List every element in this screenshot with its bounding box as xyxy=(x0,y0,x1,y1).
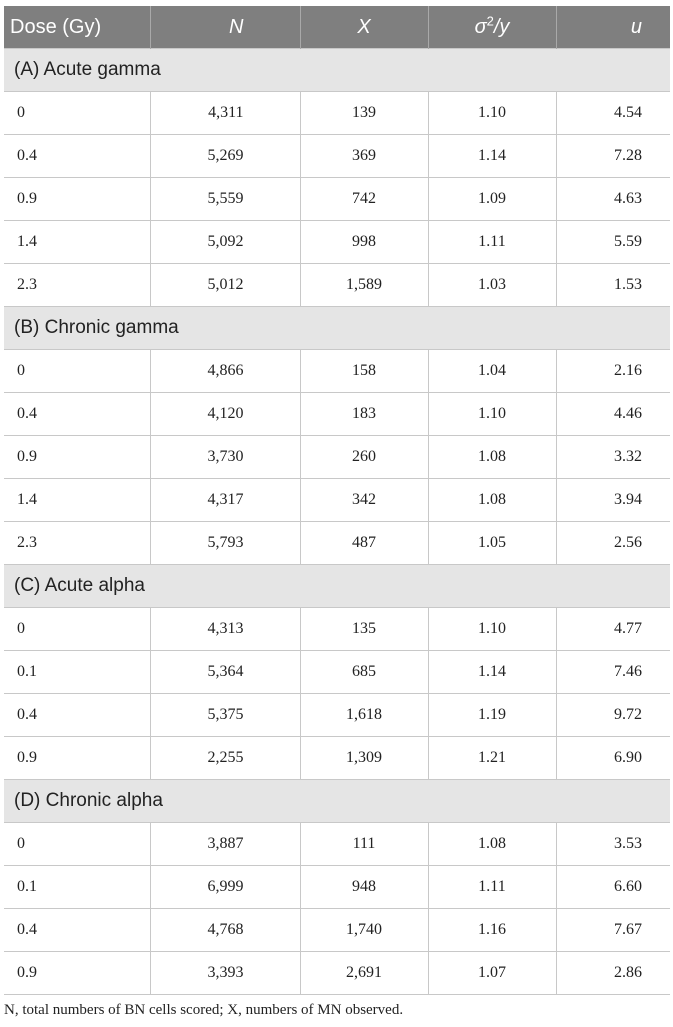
u-cell: 4.46 xyxy=(556,393,670,436)
x-cell: 139 xyxy=(300,92,428,135)
sigma-cell: 1.10 xyxy=(428,608,556,651)
sigma-cell: 1.08 xyxy=(428,823,556,866)
dose-cell: 2.3 xyxy=(4,522,150,565)
dose-cell: 0.9 xyxy=(4,737,150,780)
x-cell: 111 xyxy=(300,823,428,866)
sigma-cell: 1.10 xyxy=(428,393,556,436)
header-x: X xyxy=(300,6,428,49)
sigma-cell: 1.05 xyxy=(428,522,556,565)
u-cell: 9.72 xyxy=(556,694,670,737)
x-cell: 369 xyxy=(300,135,428,178)
u-cell: 3.32 xyxy=(556,436,670,479)
dose-cell: 0.4 xyxy=(4,135,150,178)
n-cell: 3,730 xyxy=(150,436,300,479)
u-cell: 6.60 xyxy=(556,866,670,909)
x-cell: 342 xyxy=(300,479,428,522)
dose-cell: 0 xyxy=(4,608,150,651)
u-cell: 4.54 xyxy=(556,92,670,135)
x-cell: 2,691 xyxy=(300,952,428,995)
x-cell: 1,589 xyxy=(300,264,428,307)
header-u: u xyxy=(556,6,670,49)
x-cell: 135 xyxy=(300,608,428,651)
u-cell: 6.90 xyxy=(556,737,670,780)
x-cell: 742 xyxy=(300,178,428,221)
table-row xyxy=(4,737,670,780)
x-cell: 487 xyxy=(300,522,428,565)
n-cell: 4,317 xyxy=(150,479,300,522)
x-cell: 183 xyxy=(300,393,428,436)
dose-cell: 0.1 xyxy=(4,866,150,909)
dose-cell: 0 xyxy=(4,823,150,866)
table-row xyxy=(4,651,670,694)
header-dose: Dose (Gy) xyxy=(4,6,150,49)
dose-cell: 0.4 xyxy=(4,393,150,436)
sigma-cell: 1.07 xyxy=(428,952,556,995)
u-cell: 3.53 xyxy=(556,823,670,866)
dose-cell: 1.4 xyxy=(4,479,150,522)
u-cell: 4.63 xyxy=(556,178,670,221)
n-cell: 5,559 xyxy=(150,178,300,221)
n-cell: 4,768 xyxy=(150,909,300,952)
data-table xyxy=(4,6,670,995)
x-cell: 1,740 xyxy=(300,909,428,952)
sigma-cell: 1.10 xyxy=(428,92,556,135)
section-row xyxy=(4,49,670,92)
u-cell: 5.59 xyxy=(556,221,670,264)
dose-cell: 2.3 xyxy=(4,264,150,307)
header-sigma xyxy=(428,6,556,49)
dose-cell: 0.9 xyxy=(4,178,150,221)
section-label: (B) Chronic gamma xyxy=(4,307,670,350)
sigma-cell: 1.11 xyxy=(428,866,556,909)
table-row xyxy=(4,479,670,522)
n-cell: 5,364 xyxy=(150,651,300,694)
table-row xyxy=(4,135,670,178)
sigma-cell: 1.03 xyxy=(428,264,556,307)
header-n: N xyxy=(150,6,300,49)
sigma-cell: 1.16 xyxy=(428,909,556,952)
header-sigma-rest: /y xyxy=(493,15,510,38)
table-row xyxy=(4,909,670,952)
x-cell: 158 xyxy=(300,350,428,393)
dose-cell: 0.4 xyxy=(4,694,150,737)
section-label: (A) Acute gamma xyxy=(4,49,670,92)
sigma-cell: 1.19 xyxy=(428,694,556,737)
n-cell: 5,375 xyxy=(150,694,300,737)
n-cell: 4,866 xyxy=(150,350,300,393)
table-row xyxy=(4,264,670,307)
x-cell: 260 xyxy=(300,436,428,479)
x-cell: 685 xyxy=(300,651,428,694)
table-row xyxy=(4,952,670,995)
u-cell: 3.94 xyxy=(556,479,670,522)
n-cell: 6,999 xyxy=(150,866,300,909)
section-row xyxy=(4,780,670,823)
x-cell: 1,618 xyxy=(300,694,428,737)
table-row xyxy=(4,522,670,565)
n-cell: 2,255 xyxy=(150,737,300,780)
n-cell: 4,120 xyxy=(150,393,300,436)
u-cell: 2.86 xyxy=(556,952,670,995)
table-row xyxy=(4,221,670,264)
table-row xyxy=(4,436,670,479)
n-cell: 3,393 xyxy=(150,952,300,995)
sigma-cell: 1.11 xyxy=(428,221,556,264)
section-label: (C) Acute alpha xyxy=(4,565,670,608)
sigma-cell: 1.08 xyxy=(428,436,556,479)
u-cell: 2.16 xyxy=(556,350,670,393)
dose-cell: 0.1 xyxy=(4,651,150,694)
x-cell: 998 xyxy=(300,221,428,264)
header-sigma-base: σ xyxy=(474,15,487,38)
table-row xyxy=(4,92,670,135)
dose-cell: 0 xyxy=(4,92,150,135)
sigma-cell: 1.08 xyxy=(428,479,556,522)
sigma-cell: 1.21 xyxy=(428,737,556,780)
n-cell: 4,311 xyxy=(150,92,300,135)
u-cell: 4.77 xyxy=(556,608,670,651)
table-row xyxy=(4,694,670,737)
section-label: (D) Chronic alpha xyxy=(4,780,670,823)
u-cell: 7.46 xyxy=(556,651,670,694)
dose-cell: 0.9 xyxy=(4,952,150,995)
section-row xyxy=(4,307,670,350)
header-sigma-sup: 2 xyxy=(486,12,494,28)
table-row xyxy=(4,178,670,221)
x-cell: 1,309 xyxy=(300,737,428,780)
u-cell: 7.28 xyxy=(556,135,670,178)
n-cell: 5,793 xyxy=(150,522,300,565)
n-cell: 5,092 xyxy=(150,221,300,264)
table-row xyxy=(4,350,670,393)
dose-cell: 1.4 xyxy=(4,221,150,264)
u-cell: 2.56 xyxy=(556,522,670,565)
table-header xyxy=(4,6,670,49)
n-cell: 5,012 xyxy=(150,264,300,307)
sigma-cell: 1.14 xyxy=(428,135,556,178)
table-row xyxy=(4,608,670,651)
table-body xyxy=(4,49,670,995)
sigma-cell: 1.04 xyxy=(428,350,556,393)
n-cell: 3,887 xyxy=(150,823,300,866)
dose-cell: 0 xyxy=(4,350,150,393)
dose-cell: 0.4 xyxy=(4,909,150,952)
table-row xyxy=(4,823,670,866)
table-row xyxy=(4,866,670,909)
sigma-cell: 1.14 xyxy=(428,651,556,694)
u-cell: 7.67 xyxy=(556,909,670,952)
x-cell: 948 xyxy=(300,866,428,909)
section-row xyxy=(4,565,670,608)
u-cell: 1.53 xyxy=(556,264,670,307)
table-row xyxy=(4,393,670,436)
n-cell: 5,269 xyxy=(150,135,300,178)
sigma-cell: 1.09 xyxy=(428,178,556,221)
dose-cell: 0.9 xyxy=(4,436,150,479)
n-cell: 4,313 xyxy=(150,608,300,651)
table-footnote: N, total numbers of BN cells scored; X, numbers of MN observed. xyxy=(4,1002,404,1018)
